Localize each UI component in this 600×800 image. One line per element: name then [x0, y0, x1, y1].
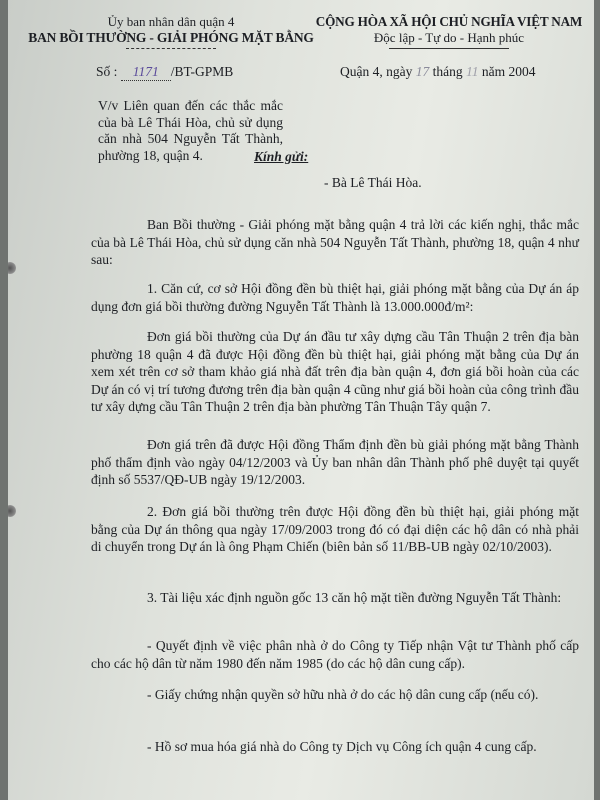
board-name: BAN BỒI THƯỜNG - GIẢI PHÓNG MẶT BẰNG: [28, 30, 314, 45]
number-label: Số :: [96, 64, 118, 79]
punch-hole: [8, 262, 16, 274]
date-place: Quận 4, ngày: [340, 64, 413, 79]
date-day: 17: [415, 64, 430, 79]
country-name: CỘNG HÒA XÃ HỘI CHỦ NGHĨA VIỆT NAM: [315, 14, 583, 29]
section-2-paragraph: 2. Đơn giá bồi thường trên được Hội đồng đền bù thiệt hại, giải phóng mặt bằng của Dự án thông qua ngày 17/09/2003 trong đó có đại diện các hộ dân có nhà phải di chuyển trong Dự án là ông Phạm Chiến (biên bản số 11/BB-UB ngày 02/10/2003).: [91, 504, 579, 555]
subject-line: V/v Liên quan đến các thắc mắc của bà Lê Thái Hòa, chủ sử dụng căn nhà 504 Nguyễn Tất Thành, phường 18, quận 4.: [98, 98, 283, 163]
document-number: [96, 64, 233, 81]
date-month-label: tháng: [432, 64, 463, 79]
letter-page: [8, 0, 594, 800]
district-committee-name: Ủy ban nhân dân quận 4: [107, 14, 235, 29]
date-year: năm 2004: [481, 64, 536, 79]
section-1-heading: 1. Căn cứ, cơ sở Hội đồng đền bù thiệt hại, giải phóng mặt bằng của Dự án áp dụng đơn giá bồi thường đường Nguyễn Tất Thành là 13.000.000đ/m²:: [91, 281, 579, 314]
intro-paragraph: Ban Bồi thường - Giải phóng mặt bằng quận 4 trả lời các kiến nghị, thắc mắc của bà Lê Thái Hòa, chủ sử dụng căn nhà 504 Nguyễn Tất Thành, phường 18, quận 4 như sau:: [91, 217, 579, 268]
recipient: - Bà Lê Thái Hòa.: [324, 175, 422, 190]
greeting: Kính gửi:: [254, 149, 309, 164]
document-date: [340, 64, 535, 80]
date-month: 11: [465, 64, 479, 79]
section-1-approval-paragraph: Đơn giá trên đã được Hội đồng Thẩm định đền bù giải phóng mặt bằng Thành phố thẩm định vào ngày 04/12/2003 và Ủy ban nhân dân Thành phố phê duyệt tại quyết định số 5537/QĐ-UB ngày 19/12/2003.: [91, 437, 579, 488]
number-suffix: /BT-GPMB: [170, 64, 234, 79]
section-3-heading: 3. Tài liệu xác định nguồn gốc 13 căn hộ mặt tiền đường Nguyễn Tất Thành:: [147, 590, 562, 605]
number-value: 1171: [121, 64, 171, 81]
section-1-paragraph: Đơn giá bồi thường của Dự án đầu tư xây dựng cầu Tân Thuận 2 trên địa bàn phường 18 quận 4 đã được Hội đồng đền bù thiệt hại, giải phóng mặt bằng của Dự án xem xét trên cơ sở tham khảo giá nhà đất trên địa bàn quận 4, đơn giá bồi hoàn của các Dự án có vị trí tương đương trên địa bàn quận 4 cũng như giá bồi hoàn của công trình đầu tư xây dựng cầu Tân Thuận 2 trên địa bàn phường Tân Thuận Tây quận 7.: [91, 329, 579, 415]
punch-hole: [8, 505, 16, 517]
national-header: [308, 14, 590, 49]
list-item: - Giấy chứng nhận quyền sở hữu nhà ở do các hộ dân cung cấp (nếu có).: [147, 687, 539, 702]
national-motto: Độc lập - Tự do - Hạnh phúc: [373, 30, 525, 45]
motto-divider: [389, 48, 509, 49]
org-divider: [126, 48, 216, 49]
list-item: - Quyết định về việc phân nhà ở do Công ty Tiếp nhận Vật tư Thành phố cấp cho các hộ dân từ năm 1980 đến năm 1985 (do các hộ dân cung cấp).: [91, 638, 579, 671]
issuing-organization: [26, 14, 316, 49]
list-item: - Hồ sơ mua hóa giá nhà do Công ty Dịch vụ Công ích quận 4 cung cấp.: [147, 739, 537, 754]
